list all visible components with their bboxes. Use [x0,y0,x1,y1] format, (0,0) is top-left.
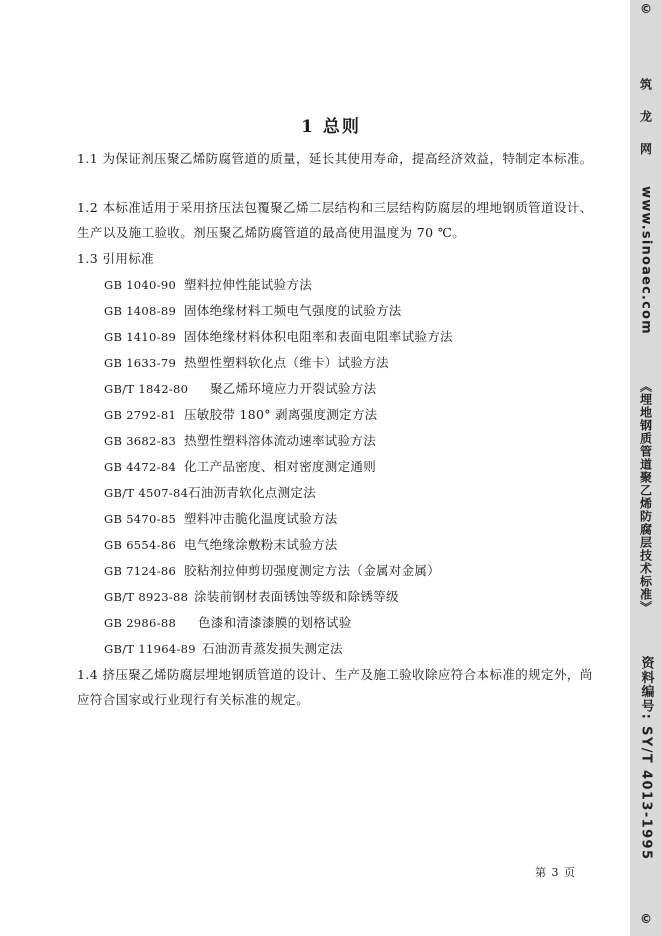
section-heading: 1 总则 [301,117,361,137]
reference-title: 塑料冲击脆化温度试验方法 [184,511,338,526]
reference-code: GB 2986-88 [104,616,177,630]
reference-title: 胶粘剂拉伸剪切强度测定方法（金属对金属） [184,563,441,578]
reference-code: GB/T 1842-80 [104,382,189,396]
reference-title: 电气绝缘涂敷粉末试验方法 [184,537,338,552]
clause-1-1: 1.1 为保证剂压聚乙烯防腐管道的质量，延长其使用寿命，提高经济效益，特制定本标准。 [77,151,593,166]
reference-code: GB 1408-89 [104,304,177,318]
reference-title: 色漆和清漆漆膜的划格试验 [198,615,352,630]
reference-title: 塑料拉伸性能试验方法 [184,277,313,292]
clause-1-3: 1.3 引用标准 [77,251,155,266]
reference-item [104,402,584,428]
watermark-sidebar [630,0,662,936]
reference-title: 石油沥青蒸发损失测定法 [202,641,343,656]
reference-item [104,454,584,480]
reference-item [104,428,584,454]
reference-item [104,610,584,636]
reference-code: GB/T 4507-84 [104,486,189,500]
reference-title: 热塑性塑料软化点（维卡）试验方法 [184,355,389,370]
reference-title: 压敏胶带 180° 剥离强度测定方法 [184,407,378,422]
reference-item [104,636,584,662]
site-name: 筑 龙 网 [638,78,653,163]
reference-title: 石油沥青软化点测定法 [188,485,317,500]
reference-title: 热塑性塑料溶体流动速率试验方法 [184,433,377,448]
reference-title: 固体绝缘材料工频电气强度的试验方法 [184,303,402,318]
clause-1-2: 1.2 本标准适用于采用挤压法包覆聚乙烯二层结构和三层结构防腐层的埋地钢质管道设计、生产以及施工验收。剂压聚乙烯防腐管道的最高使用温度为 70 ℃。 [77,200,593,240]
copyright-mark-bottom: © [639,912,653,926]
reference-code: GB 7124-86 [104,564,177,578]
reference-title: 化工产品密度、相对密度测定通则 [184,459,377,474]
clause-1-4: 1.4 挤压聚乙烯防腐层埋地钢质管道的设计、生产及施工验收除应符合本标准的规定外，尚应符合国家或行业现行有关标准的规定。 [77,667,593,707]
reference-code: GB 2792-81 [104,408,177,422]
reference-item [104,324,584,350]
reference-item [104,506,584,532]
reference-standards-list [104,272,584,662]
reference-code: GB 6554-86 [104,538,177,552]
document-code: 资料编号: SY/T 4013-1995 [638,656,654,861]
page-number: 第 3 页 [535,866,576,879]
reference-code: GB 5470-85 [104,512,177,526]
copyright-mark-top: © [639,2,653,16]
reference-title: 固体绝缘材料体积电阻率和表面电阻率试验方法 [184,329,453,344]
reference-code: GB/T 11964-89 [104,642,196,656]
reference-item [104,480,584,506]
reference-item [104,532,584,558]
reference-title: 聚乙烯环境应力开裂试验方法 [210,381,377,396]
reference-code: GB 4472-84 [104,460,177,474]
reference-item [104,558,584,584]
reference-code: GB 1410-89 [104,330,177,344]
reference-title: 涂装前钢材表面锈蚀等级和除锈等级 [194,589,399,604]
reference-item [104,350,584,376]
reference-item [104,376,584,402]
reference-item [104,272,584,298]
reference-item [104,298,584,324]
site-url: www.sinoaec.com [638,186,654,335]
reference-item [104,584,584,610]
reference-code: GB 1633-79 [104,356,177,370]
reference-code: GB/T 8923-88 [104,590,189,604]
document-title: 《埋地钢质管道聚乙烯防腐层技术标准》 [638,380,653,614]
reference-code: GB 1040-90 [104,278,177,292]
reference-code: GB 3682-83 [104,434,177,448]
